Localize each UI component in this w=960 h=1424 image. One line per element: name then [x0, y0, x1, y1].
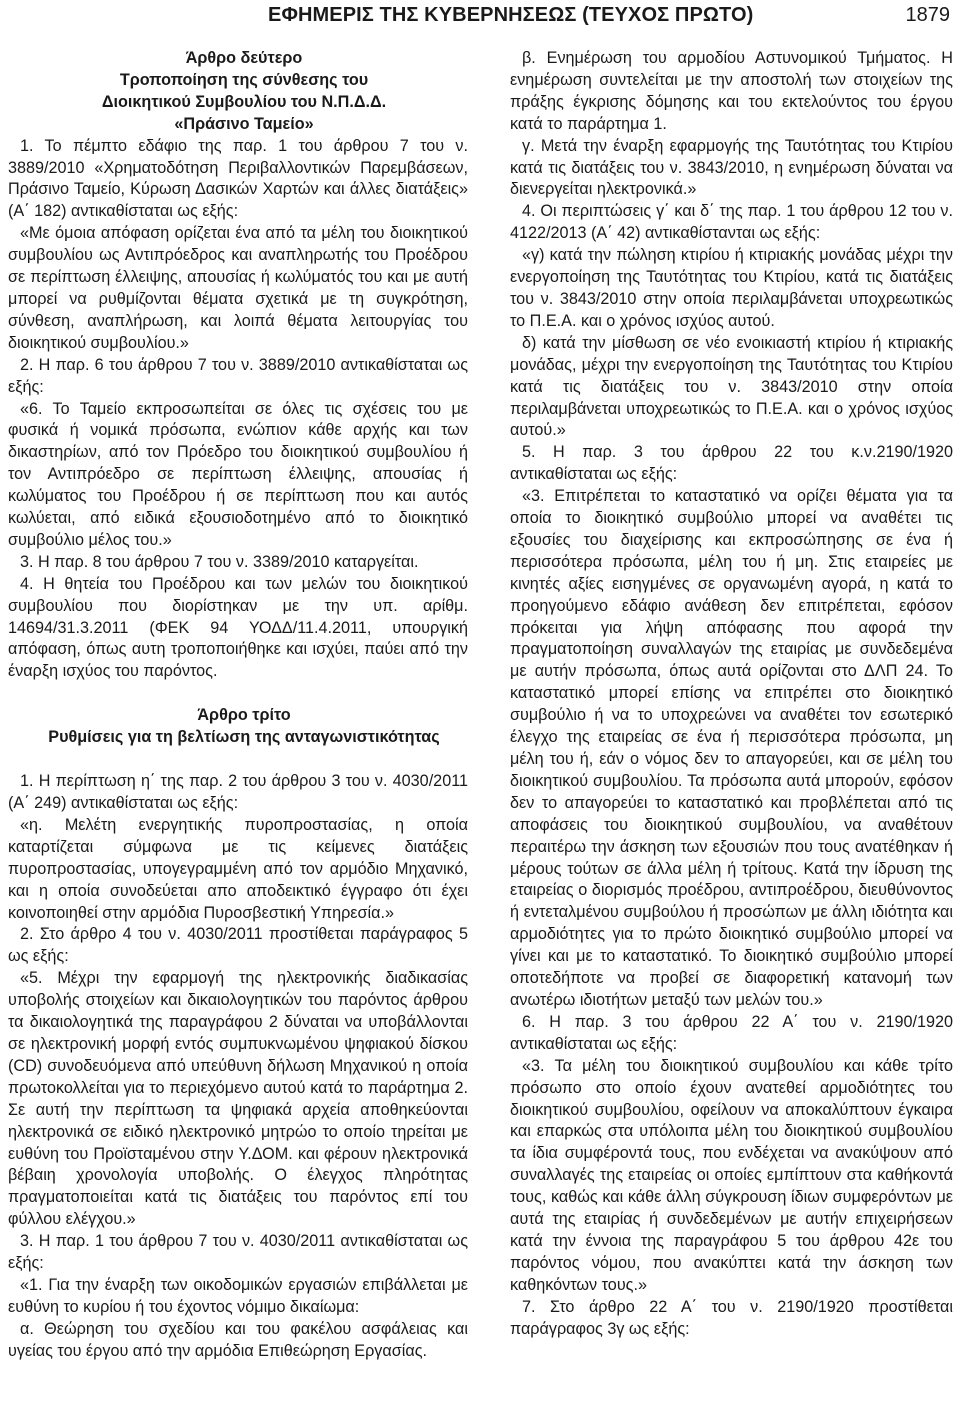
paragraph: 3. Η παρ. 1 του άρθρου 7 του ν. 4030/2011 αντικαθίσταται ως εξής:: [8, 1232, 468, 1273]
page-header: [0, 0, 960, 40]
paragraph: 1. Το πέμπτο εδάφιο της παρ. 1 του άρθρου 7 του ν. 3889/2010 «Χρηματοδότηση Περιβαλλοντικών Παρεμβάσεων, Πράσινο Ταμείο, Κύρωση Δασικών Χαρτών και άλλες διατάξεις» (Α΄ 182) αντικαθίσταται ως εξής:: [8, 136, 468, 221]
paragraph: «η. Μελέτη ενεργητικής πυροπροστασίας, η οποία καταρτίζεται σύμφωνα με τις κείμενες διατάξεις πυροπροστασίας, υπογεγραμμένη από τον αρμόδιο Μηχανικό, και η οποία συνοδεύεται απο αποδεικτικό έγγραφο ότι έχει κοινοποιηθεί στην αρμόδια Πυροσβεστική Υπηρεσία.»: [8, 815, 468, 922]
spacer: [8, 749, 468, 771]
left-column: [8, 48, 468, 1363]
spacer: [8, 683, 468, 705]
page-number: 1879: [905, 4, 950, 26]
article-2-subtitle-line: Τροποποίηση της σύνθεσης του: [119, 70, 369, 89]
paragraph: 2. Στο άρθρο 4 του ν. 4030/2011 προστίθεται παράγραφος 5 ως εξής:: [8, 925, 468, 966]
paragraph: γ. Μετά την έναρξη εφαρμογής της Ταυτότητας του Κτιρίου κατά τις διατάξεις του ν. 3843/2010, η ενημέρωση δύναται να διενεργείται ηλεκτρονικά.»: [510, 136, 953, 199]
paragraph: 3. Η παρ. 8 του άρθρου 7 του ν. 3389/2010 καταργείται.: [20, 552, 419, 571]
article-3-title: Άρθρο τρίτο: [197, 706, 291, 725]
right-column: [510, 48, 953, 1340]
paragraph: 7. Στο άρθρο 22 Α΄ του ν. 2190/1920 προστίθεται παράγραφος 3γ ως εξής:: [510, 1297, 953, 1338]
paragraph: «γ) κατά την πώληση κτιρίου ή κτιριακής μονάδας μέχρι την ενεργοποίηση της Ταυτότητας του Κτιρίου, κατά τις διατάξεις του ν. 3843/2010 στην οποία περιλαμβάνεται υποχρεωτικώς το Π.Ε.Α. και ο χρόνος ισχύος αυτού.: [510, 246, 953, 330]
paragraph: «5. Μέχρι την εφαρμογή της ηλεκτρονικής διαδικασίας υποβολής στοιχείων και δικαιολογητικών του παρόντος άρθρου τα δικαιολογητικά της παραγράφου 2 δύναται να υποβάλλονται σε ηλεκτρονική μορφή εντός συμπυκνωμένου ψηφιακού δίσκου (CD) συνοδευόμενα από υπεύθυνη δήλωση Μηχανικού η οποία πρωτοκολλείται για το περιεχόμενο αυτού κατά το παράρτημα 2. Σε αυτή την περίπτωση τα ψηφιακά αρχεία αποθηκεύονται ηλεκτρονικά σε ειδικό ηλεκτρονικό μητρώο το οποίο τηρείται με ευθύνη του Προϊσταμένου στην Υ.ΔΟΜ. και φέρουν ηλεκτρονικά βέβαιη χρονολογία υποβολής. Ο έλεγχος πληρότητας πραγματοποιείται κατά τις διατάξεις του παρόντος επί του φύλλου ελέγχου.»: [8, 969, 468, 1229]
paragraph: 4. Οι περιπτώσεις γ΄ και δ΄ της παρ. 1 του άρθρου 12 του ν. 4122/2013 (Α΄ 42) αντικαθίστανται ως εξής:: [510, 202, 953, 243]
paragraph: 4. Η θητεία του Προέδρου και των μελών του διοικητικού συμβουλίου που διορίστηκαν με την υπ. αρίθμ. 14694/31.3.2011 (ΦΕΚ 94 ΥΟΔΔ/11.4.2011, υπουργική απόφαση, όπως αυτη τροποποιήθηκε και ισχύει, παύει από την έναρξη ισχύος του παρόντος.: [8, 574, 468, 681]
gazette-title: ΕΦΗΜΕΡΙΣ ΤΗΣ ΚΥΒΕΡΝΗΣΕΩΣ (ΤΕΥΧΟΣ ΠΡΩΤΟ): [268, 4, 754, 26]
article-2-subtitle-line: Διοικητικού Συμβουλίου του Ν.Π.Δ.Δ.: [101, 92, 387, 111]
article-2-title: Άρθρο δεύτερο: [185, 49, 303, 67]
paragraph: 5. Η παρ. 3 του άρθρου 22 του κ.ν.2190/1920 αντικαθίσταται ως εξής:: [510, 443, 953, 484]
paragraph: α. Θεώρηση του σχεδίου και του φακέλου ασφάλειας και υγείας του έργου από την αρμόδια Επιθεώρηση Εργασίας.: [8, 1319, 468, 1360]
paragraph: «3. Τα μέλη του διοικητικού συμβουλίου και κάθε τρίτο πρόσωπο στο οποίο έχουν ανατεθεί αρμοδιότητες του διοικητικού συμβουλίου, οφείλουν να αποκαλύπτουν έγκαιρα και επαρκώς στα υπόλοιπα μέλη του διοικητικού συμβουλίου τα ίδια συμφέροντά τους, που ενδέχεται να ανακύψουν από συναλλαγές της εταιρείας οι οποίες εμπίπτουν στα καθήκοντά τους, καθώς και κάθε άλλη σύγκρουση ίδιων συμφερόντων με αυτά της εταιρίας ή συνδεδεμένων με αυτήν επιχειρήσεων κατά την έννοια της παραγράφου 5 του άρθρου 42ε του παρόντος νόμου, που ανακύπτει κατά την άσκηση των καθηκόντων τους.»: [510, 1056, 953, 1294]
paragraph: 6. Η παρ. 3 του άρθρου 22 Α΄ του ν. 2190/1920 αντικαθίσταται ως εξής:: [510, 1012, 953, 1053]
paragraph: 1. Η περίπτωση η΄ της παρ. 2 του άρθρου 3 του ν. 4030/2011 (Α΄ 249) αντικαθίσταται ως εξής:: [8, 772, 468, 812]
article-3-subtitle: Ρυθμίσεις για τη βελτίωση της ανταγωνιστικότητας: [48, 728, 440, 747]
paragraph: «6. Το Ταμείο εκπροσωπείται σε όλες τις σχέσεις του με φυσικά ή νομικά πρόσωπα, ενώπιον κάθε αρχής και των δικαστηρίων, από τον Πρόεδρο του διοικητικού συμβουλίου ή τον Αντιπρόεδρο σε περίπτωση έλλειψης, απουσίας ή κωλύματος του Προέδρου ή σε περίπτωση που και αυτός κωλύεται, από ειδικά εξουσιοδοτημένο από το διοικητικό συμβούλιο μέλος του.»: [8, 399, 468, 549]
paragraph: 2. Η παρ. 6 του άρθρου 7 του ν. 3889/2010 αντικαθίσταται ως εξής:: [8, 355, 468, 396]
paragraph: «3. Επιτρέπεται το καταστατικό να ορίζει θέματα για τα οποία το διοικητικό συμβούλιο μπορεί να αναθέτει τις εξουσίες του διαχείρισης και εκπροσώπησης σε ένα ή περισσότερα πρόσωπα, μέλη του ή μη. Στις εταιρείες με κινητές αξίες εισηγμένες σε οργανωμένη αγορά, η κατά το προηγούμενο εδάφιο ανάθεση δεν επιτρέπεται, εφόσον πρόκειται για λήψη απόφασης που αφορά την πραγματοποίηση συναλλαγών της εταιρίας με συνδεδεμένα με αυτήν πρόσωπα, όπως αυτά ορίζονται στο ΔΛΠ 24. Το καταστατικό μπορεί επίσης να επιτρέπει στο διοικητικό συμβούλιο ή να το υποχρεώνει να αναθέτει τον εσωτερικό έλεγχο της εταιρείας σε ένα ή περισσότερα πρόσωπα, μη μέλη του ή, εάν ο νόμος δεν το απαγορεύει, και σε μέλη του διοικητικού συμβουλίου. Τα πρόσωπα αυτά μπορούν, εφόσον δεν το απαγορεύει το καταστατικό και προβλέπεται από τις αποφάσεις του διοικητικού συμβουλίου, να αναθέτουν περαιτέρω την άσκηση των εξουσιών που τους ανατέθηκαν ή μέρους τούτων σε άλλα μέλη ή τρίτους. Κατά την ίδρυση της εταιρείας ο διορισμός προέδρου, αντιπροέδρου, διευθύνοντος ή εντεταλμένου συμβούλου ή προσώπων με άλλη ιδιότητα και αρμοδιότητες για το πρώτο διοικητικό συμβούλιο μπορεί να γίνει και με το καταστατικό. Το διοικητικό συμβούλιο μπορεί οποτεδήποτε να προβεί σε διαφορετική κατανομή των ανωτέρω ιδιοτήτων μεταξύ των μελών του.»: [510, 487, 953, 1009]
paragraph: «Με όμοια απόφαση ορίζεται ένα από τα μέλη του διοικητικού συμβουλίου ως Αντιπρόεδρος και αναπληρωτής του Προέδρου σε περίπτωση έλλειψης, απουσίας ή κωλύματός του και με αυτή μπορεί να ρυθμίζονται θέματα σχετικά με τη συγκρότηση, σύνθεση, αναπλήρωση, και λοιπά θέματα λειτουργίας του διοικητικού συμβουλίου.»: [8, 224, 468, 352]
article-2-subtitle-line: «Πράσινο Ταμείο»: [174, 114, 314, 133]
paragraph: δ) κατά την μίσθωση σε νέο ενοικιαστή κτιρίου ή κτιριακής μονάδας, μέχρι την ενεργοποίηση της Ταυτότητας του Κτιρίου κατά τις διατάξεις του ν. 3843/2010 στην οποία περιλαμβάνεται υποχρεωτικώς το Π.Ε.Α. και ο χρόνος ισχύος αυτού.»: [510, 333, 953, 440]
paragraph: «1. Για την έναρξη των οικοδομικών εργασιών επιβάλλεται με ευθύνη το κυρίου ή του έχοντος νόμιμο δικαίωμα:: [8, 1275, 468, 1316]
paragraph: β. Ενημέρωση του αρμοδίου Αστυνομικού Τμήματος. Η ενημέρωση συντελείται με την αποστολή των στοιχείων της πράξης έγκρισης δόμησης και του εκτελούντος του έργου κατά το παράρτημα 1.: [510, 49, 953, 133]
